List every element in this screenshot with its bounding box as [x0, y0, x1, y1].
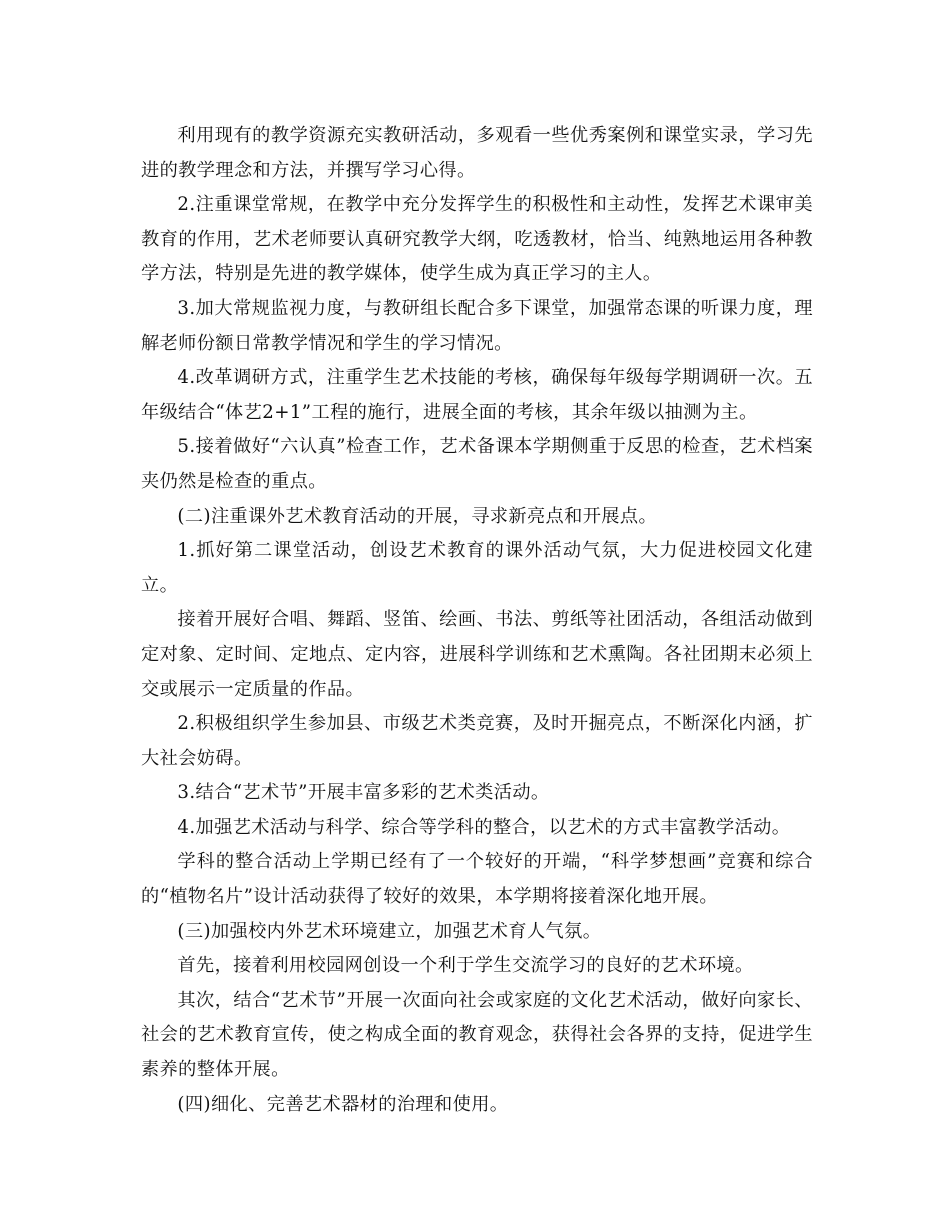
paragraph: 3.加大常规监视力度，与教研组长配合多下课堂，加强常态课的听课力度，理解老师份额日常教学情况和学生的学习情况。	[141, 297, 813, 354]
paragraph: 5.接着做好“六认真”检查工作，艺术备课本学期侧重于反思的检查，艺术档案夹仍然是检查的重点。	[141, 436, 813, 492]
section-heading: (三)加强校内外艺术环境建立，加强艺术育人气氛。	[177, 920, 602, 942]
paragraph: 3.结合“艺术节”开展丰富多彩的艺术类活动。	[177, 782, 550, 804]
paragraph: 1.抓好第二课堂活动，创设艺术教育的课外活动气氛，大力促进校园文化建立。	[141, 540, 813, 596]
section-heading: (四)细化、完善艺术器材的治理和使用。	[177, 1093, 509, 1115]
section-heading: (二)注重课外艺术教育活动的开展，寻求新亮点和开展点。	[177, 505, 658, 527]
paragraph: 2.注重课堂常规，在教学中充分发挥学生的积极性和主动性，发挥艺术课审美教育的作用，艺术老师要认真研究教学大纲，吃透教材，恰当、纯熟地运用各种教学方法，特别是先进的教学媒体，使学生成为真正学习的主人。	[141, 194, 813, 285]
paragraph: 4.改革调研方式，注重学生艺术技能的考核，确保每年级每学期调研一次。五年级结合“体艺2+1”工程的施行，进展全面的考核，其余年级以抽测为主。	[141, 367, 813, 423]
paragraph: 接着开展好合唱、舞蹈、竖笛、绘画、书法、剪纸等社团活动，各组活动做到定对象、定时间、定地点、定内容，进展科学训练和艺术熏陶。各社团期末必须上交或展示一定质量的作品。	[141, 609, 813, 700]
paragraph: 利用现有的教学资源充实教研活动，多观看一些优秀案例和课堂实录，学习先进的教学理念和方法，并撰写学习心得。	[141, 125, 813, 181]
document-body	[141, 119, 813, 1122]
paragraph: 首先，接着利用校园网创设一个利于学生交流学习的良好的艺术环境。	[177, 955, 754, 977]
paragraph: 2.积极组织学生参加县、市级艺术类竞赛，及时开掘亮点，不断深化内涵，扩大社会妨碍。	[141, 713, 813, 769]
paragraph: 学科的整合活动上学期已经有了一个较好的开端，“科学梦想画”竞赛和综合的“植物名片”设计活动获得了较好的效果，本学期将接着深化地开展。	[141, 851, 813, 908]
paragraph: 其次，结合“艺术节”开展一次面向社会或家庭的文化艺术活动，做好向家长、社会的艺术教育宣传，使之构成全面的教育观念，获得社会各界的支持，促进学生素养的整体开展。	[141, 989, 813, 1081]
paragraph: 4.加强艺术活动与科学、综合等学科的整合，以艺术的方式丰富教学活动。	[177, 816, 791, 838]
